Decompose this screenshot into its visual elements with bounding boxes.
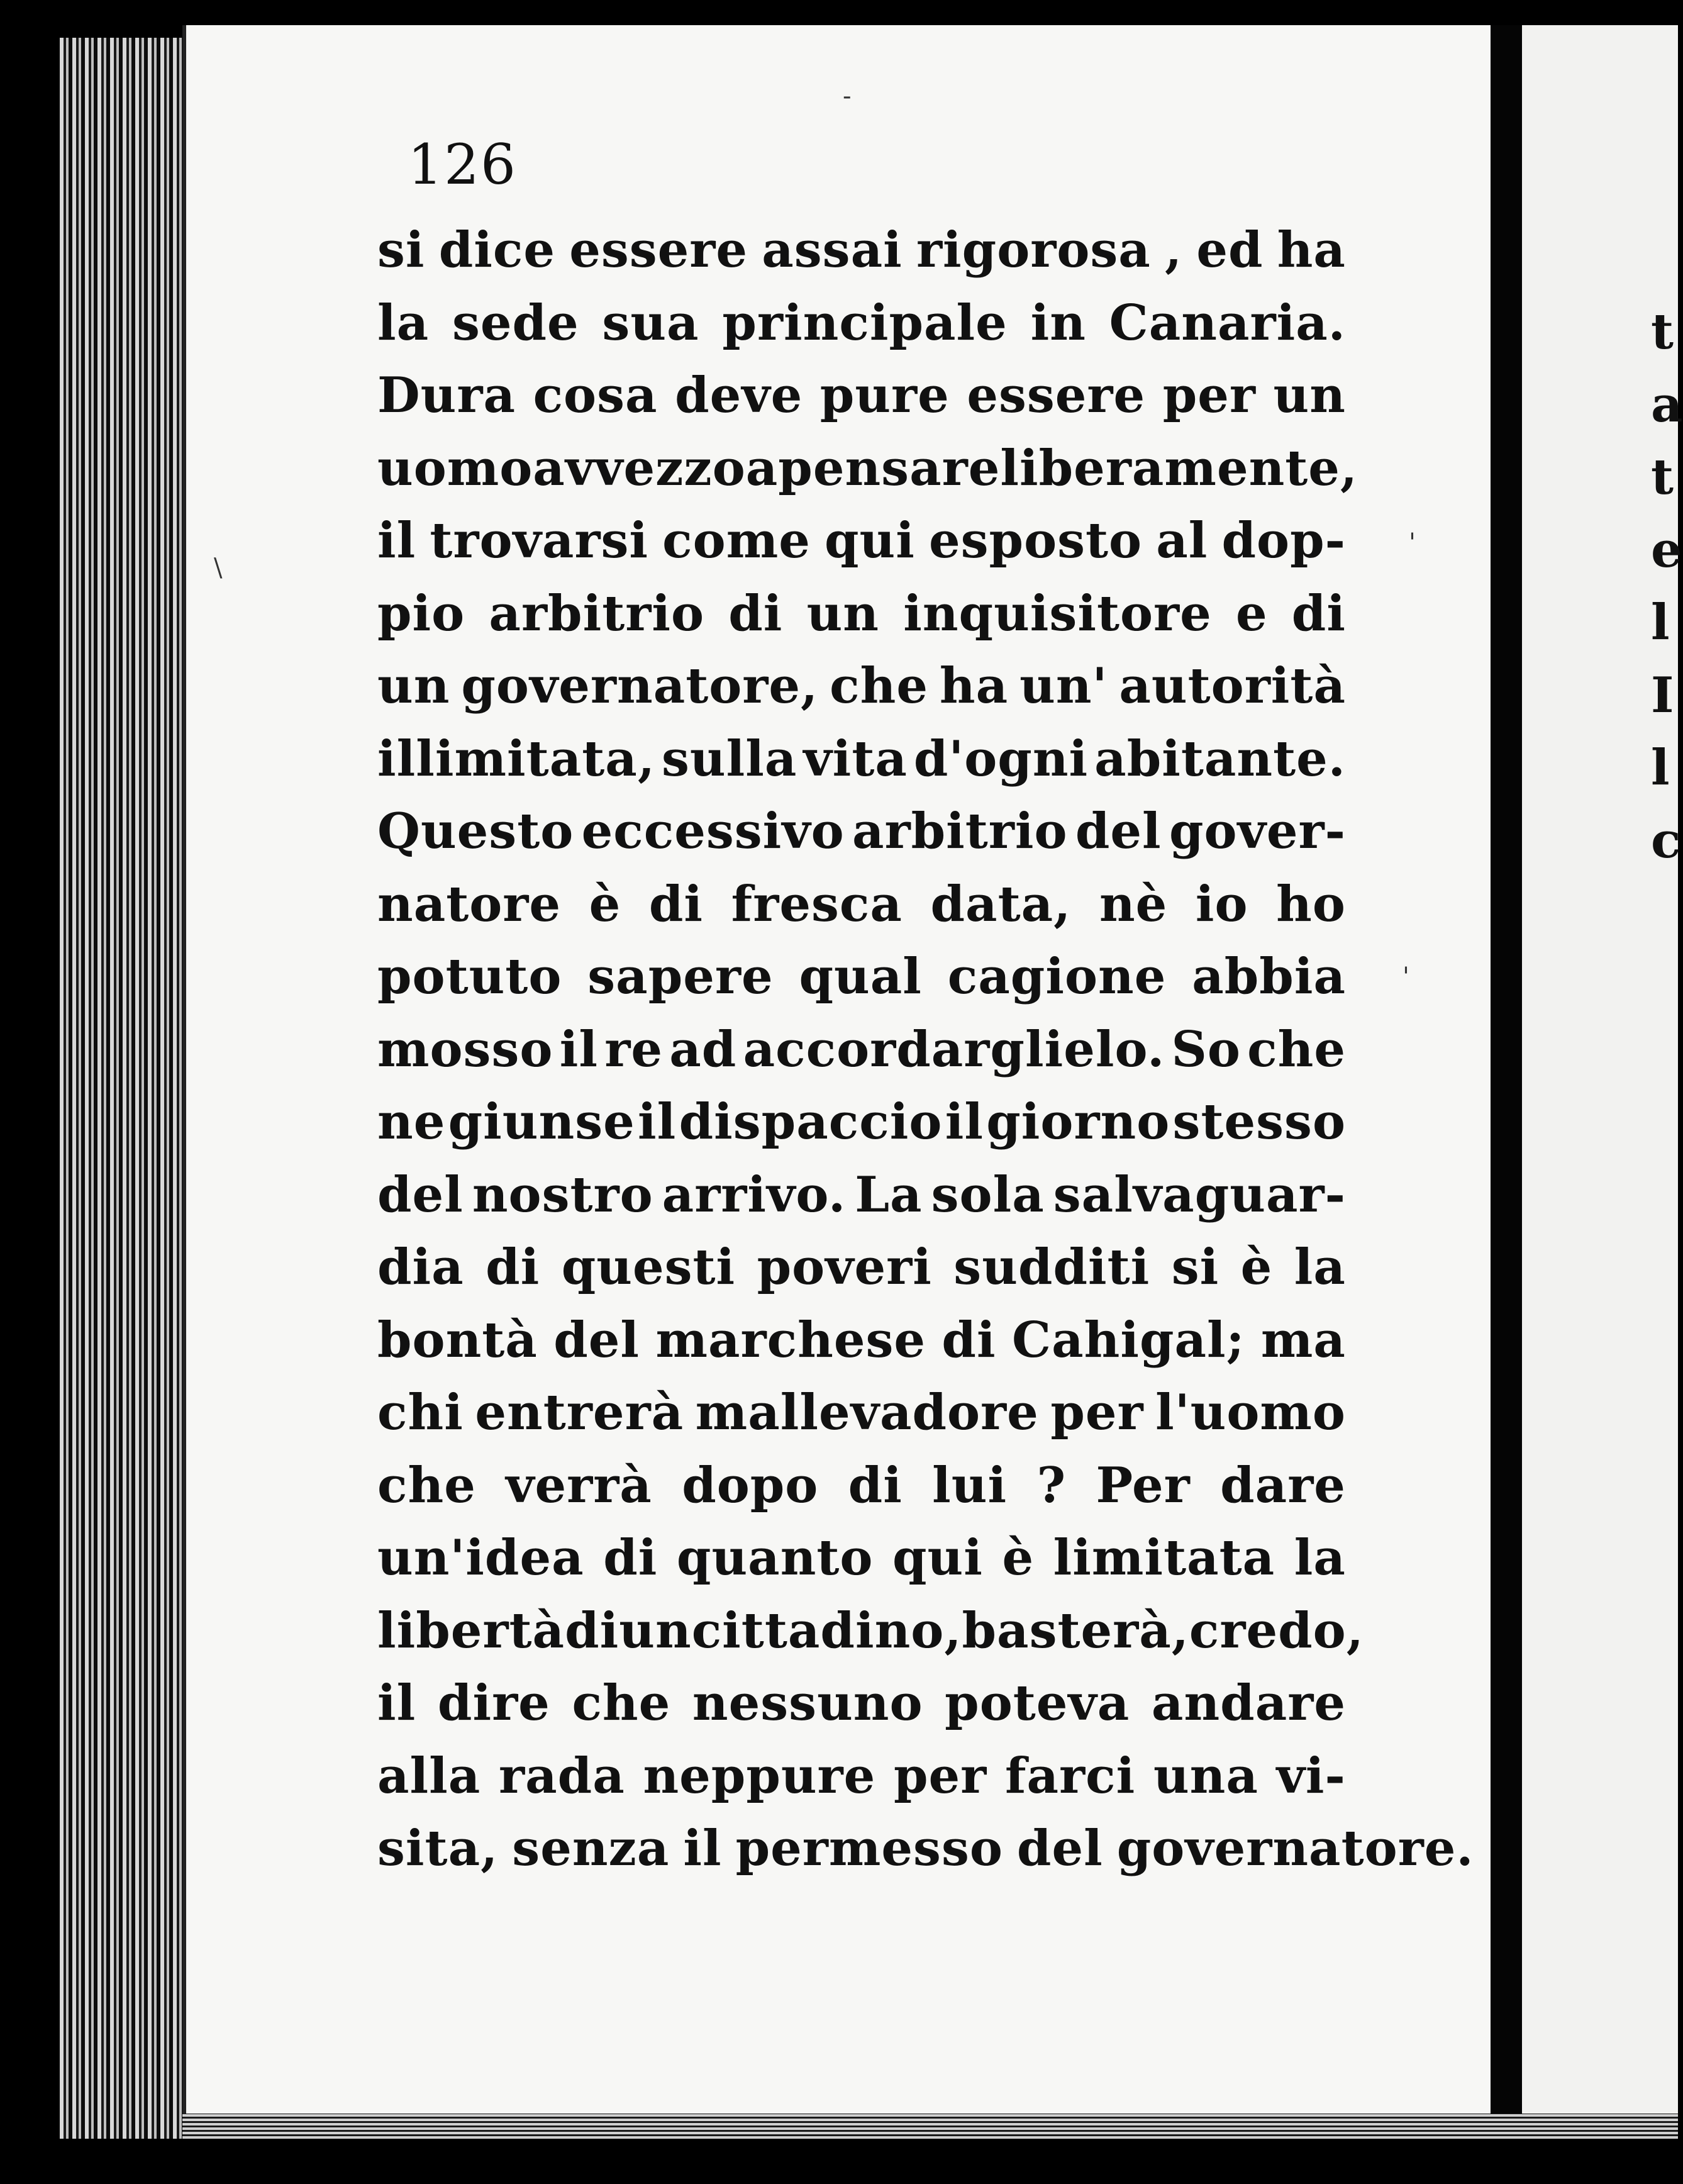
text-line: alla rada neppure per farci una vi- bbox=[377, 1747, 1346, 1805]
text-line: potuto sapere qual cagione abbia bbox=[377, 948, 1346, 1005]
text-line: libertà di un cittadino, basterà, credo, bbox=[377, 1602, 1364, 1659]
text-line: bontà del marchese di Cahigal; ma bbox=[377, 1311, 1346, 1369]
facing-page-text bbox=[1651, 296, 1683, 877]
text-line: natore è di fresca data, nè io ho bbox=[377, 875, 1346, 933]
bottom-page-edges bbox=[182, 2114, 1678, 2139]
facing-page-glyph: I bbox=[1651, 666, 1674, 724]
book-gutter bbox=[1491, 25, 1522, 2139]
text-line: un'idea di quanto qui è limitata la bbox=[377, 1529, 1346, 1586]
stray-mark: ' bbox=[1409, 528, 1416, 557]
facing-page-glyph: c bbox=[1651, 811, 1681, 869]
text-line: sita, senza il permesso del governatore. bbox=[377, 1820, 1474, 1877]
page-edges bbox=[60, 38, 186, 2139]
text-line: il trovarsi come qui esposto al dop- bbox=[377, 512, 1346, 569]
text-line: uomo avvezzo a pensare liberamente, bbox=[377, 439, 1358, 497]
text-line: ne giunse il dispaccio il giorno stesso bbox=[377, 1093, 1346, 1150]
stray-mark: - bbox=[843, 82, 852, 111]
text-line: chi entrerà mallevadore per l'uomo bbox=[377, 1384, 1346, 1441]
facing-page-glyph: a bbox=[1651, 376, 1683, 433]
stray-mark: \ bbox=[214, 554, 223, 582]
text-line: Questo eccessivo arbitrio del gover- bbox=[377, 803, 1346, 860]
facing-page-glyph: l bbox=[1651, 739, 1670, 796]
facing-page-glyph: e bbox=[1651, 521, 1682, 579]
text-line: mosso il re ad accordarglielo. So che bbox=[377, 1020, 1346, 1078]
text-line: il dire che nessuno poteva andare bbox=[377, 1674, 1346, 1732]
text-line: del nostro arrivo. La sola salvaguar- bbox=[377, 1166, 1346, 1223]
text-line: dia di questi poveri sudditi si è la bbox=[377, 1239, 1346, 1296]
text-line: pio arbitrio di un inquisitore e di bbox=[377, 584, 1346, 642]
body-text bbox=[377, 214, 1474, 1885]
text-line: si dice essere assai rigorosa , ed ha bbox=[377, 221, 1346, 279]
stray-mark: ' bbox=[1402, 962, 1409, 991]
text-line: un governatore, che ha un' autorità bbox=[377, 657, 1346, 715]
facing-page-glyph: t bbox=[1651, 448, 1674, 506]
text-line: la sede sua principale in Canaria. bbox=[377, 294, 1346, 352]
facing-page-glyph: t bbox=[1651, 303, 1674, 360]
text-line: Dura cosa deve pure essere per un bbox=[377, 367, 1346, 424]
text-line: che verrà dopo di lui ? Per dare bbox=[377, 1456, 1346, 1514]
page-number: 126 bbox=[408, 132, 517, 197]
text-line: illimitata, sulla vita d'ogni abitante. bbox=[377, 730, 1346, 788]
facing-page-glyph: l bbox=[1651, 594, 1670, 651]
